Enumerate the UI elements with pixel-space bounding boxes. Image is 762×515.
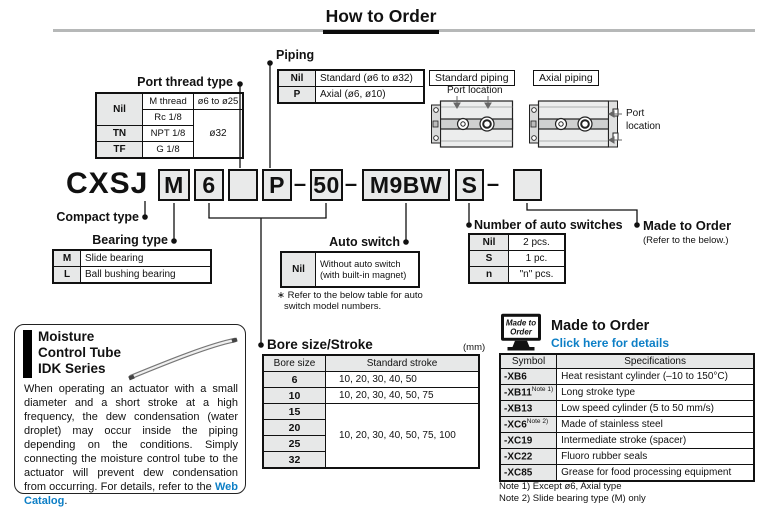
standard-piping-label: Standard piping xyxy=(429,70,515,86)
mto-footnote-1: Note 1) Except ø6, Axial type xyxy=(499,481,622,492)
piping-title: Piping xyxy=(276,48,315,62)
model-prefix: CXSJ xyxy=(66,167,149,200)
table-row: S 1 pc. xyxy=(469,251,565,267)
table-row: 10 10, 20, 30, 40, 50, 75 xyxy=(263,388,479,404)
model-dash: – xyxy=(293,171,307,196)
made-to-order-sublabel: (Refer to the below.) xyxy=(643,235,729,246)
num-switches-title: Number of auto switches xyxy=(474,218,623,232)
port-location-label-axial-1: Port xyxy=(626,108,645,119)
mto-spec: Low speed cylinder (5 to 50 mm/s) xyxy=(557,401,755,417)
axial-piping-label: Axial piping xyxy=(533,70,599,86)
icon-text: Order xyxy=(510,327,532,337)
compact-type-label: Compact type xyxy=(56,210,139,224)
mto-symbol: -XC6 xyxy=(504,419,527,431)
icon-text: Made to xyxy=(505,318,537,328)
table-row: Bore size Standard stroke xyxy=(263,355,479,372)
web-catalog-link[interactable]: Web Catalog xyxy=(24,481,238,507)
moisture-body-period: . xyxy=(64,495,68,507)
mto-details-link[interactable]: Click here for details xyxy=(551,336,670,350)
moisture-body-text: When operating an actuator with a small diameter and a short stroke at a high frequency, the dew condensation (water droplet) may occur inside the piping depending on the conditions. Simply connecting the moisture control tube to the actuator will prevent dew condensation from occurring. For details, refer to the xyxy=(24,383,238,493)
table-row: P Axial (ø6, ø10) xyxy=(278,87,424,104)
table-row: TN NPT 1/8 xyxy=(96,126,243,142)
mto-spec: Fluoro rubber seals xyxy=(557,449,755,465)
model-box-auto-switch: M9BW xyxy=(362,169,450,201)
mto-heading: Made to Order xyxy=(551,318,650,334)
table-row: L Ball bushing bearing xyxy=(53,267,211,284)
table-row: 25 xyxy=(263,436,479,452)
mto-symbol: -XC85 xyxy=(504,467,533,479)
port-location-label: Port location xyxy=(447,85,503,96)
model-box-bore: 6 xyxy=(194,169,224,201)
model-dash: – xyxy=(486,171,500,196)
moisture-title-2: Control Tube xyxy=(38,345,121,360)
mto-symbol: -XB6 xyxy=(504,371,527,383)
port-location-label-axial-2: location xyxy=(626,121,661,132)
table-row: M Slide bearing xyxy=(53,250,211,267)
mto-spec: Heat resistant cylinder (–10 to 150°C) xyxy=(557,369,755,385)
made-to-order-label: Made to Order xyxy=(643,218,732,233)
model-box-stroke: 50 xyxy=(310,169,343,201)
table-row: TF G 1/8 xyxy=(96,142,243,159)
mto-spec: Long stroke type xyxy=(557,385,755,401)
mto-symbol-note: Note 1) xyxy=(531,386,554,394)
model-box-piping: P xyxy=(262,169,292,201)
table-row: Nil 2 pcs. xyxy=(469,234,565,251)
mto-spec: Intermediate stroke (spacer) xyxy=(557,433,755,449)
model-box-bearing: M xyxy=(158,169,190,201)
port-thread-title: Port thread type xyxy=(137,75,233,89)
mto-symbol: -XC19 xyxy=(504,435,533,447)
bearing-type-title: Bearing type xyxy=(92,233,168,247)
table-row: n "n" pcs. xyxy=(469,267,565,284)
mto-symbol: -XC22 xyxy=(504,451,533,463)
page-title: How to Order xyxy=(323,6,440,34)
table-row: 32 xyxy=(263,452,479,469)
table-row: Symbol Specifications xyxy=(500,354,754,369)
mto-spec: Grease for food processing equipment xyxy=(557,465,755,482)
table-row: 6 10, 20, 30, 40, 50 xyxy=(263,372,479,388)
mto-symbol: -XB11 xyxy=(504,387,532,399)
table-row: Nil Standard (ø6 to ø32) xyxy=(278,70,424,87)
table-row: 20 xyxy=(263,420,479,436)
mto-symbol-note: Note 2) xyxy=(526,418,549,426)
table-row: Nil M thread ø6 to ø25 xyxy=(96,93,243,110)
moisture-title-1: Moisture xyxy=(38,329,95,344)
table-row: Rc 1/8 ø32 xyxy=(96,110,243,126)
bore-stroke-unit: (mm) xyxy=(463,342,486,353)
model-box-qty: S xyxy=(455,169,484,201)
bore-stroke-title: Bore size/Stroke xyxy=(267,337,373,352)
auto-switch-note-2: switch model numbers. xyxy=(284,301,382,312)
table-row: Nil Without auto switch (with built-in magnet) xyxy=(281,252,419,287)
auto-switch-desc: Without auto switch xyxy=(320,258,401,269)
mto-footnote-2: Note 2) Slide bearing type (M) only xyxy=(499,493,646,504)
auto-switch-desc: (with built-in magnet) xyxy=(320,269,407,280)
mto-symbol: -XB13 xyxy=(504,403,533,415)
model-dash: – xyxy=(344,171,358,196)
table-row: 15 10, 20, 30, 40, 50, 75, 100 xyxy=(263,404,479,420)
mto-spec: Made of stainless steel xyxy=(557,417,755,433)
moisture-title-3: IDK Series xyxy=(38,361,106,376)
auto-switch-title: Auto switch xyxy=(329,235,400,249)
auto-switch-note-1: ∗ Refer to the below table for auto xyxy=(277,290,423,301)
